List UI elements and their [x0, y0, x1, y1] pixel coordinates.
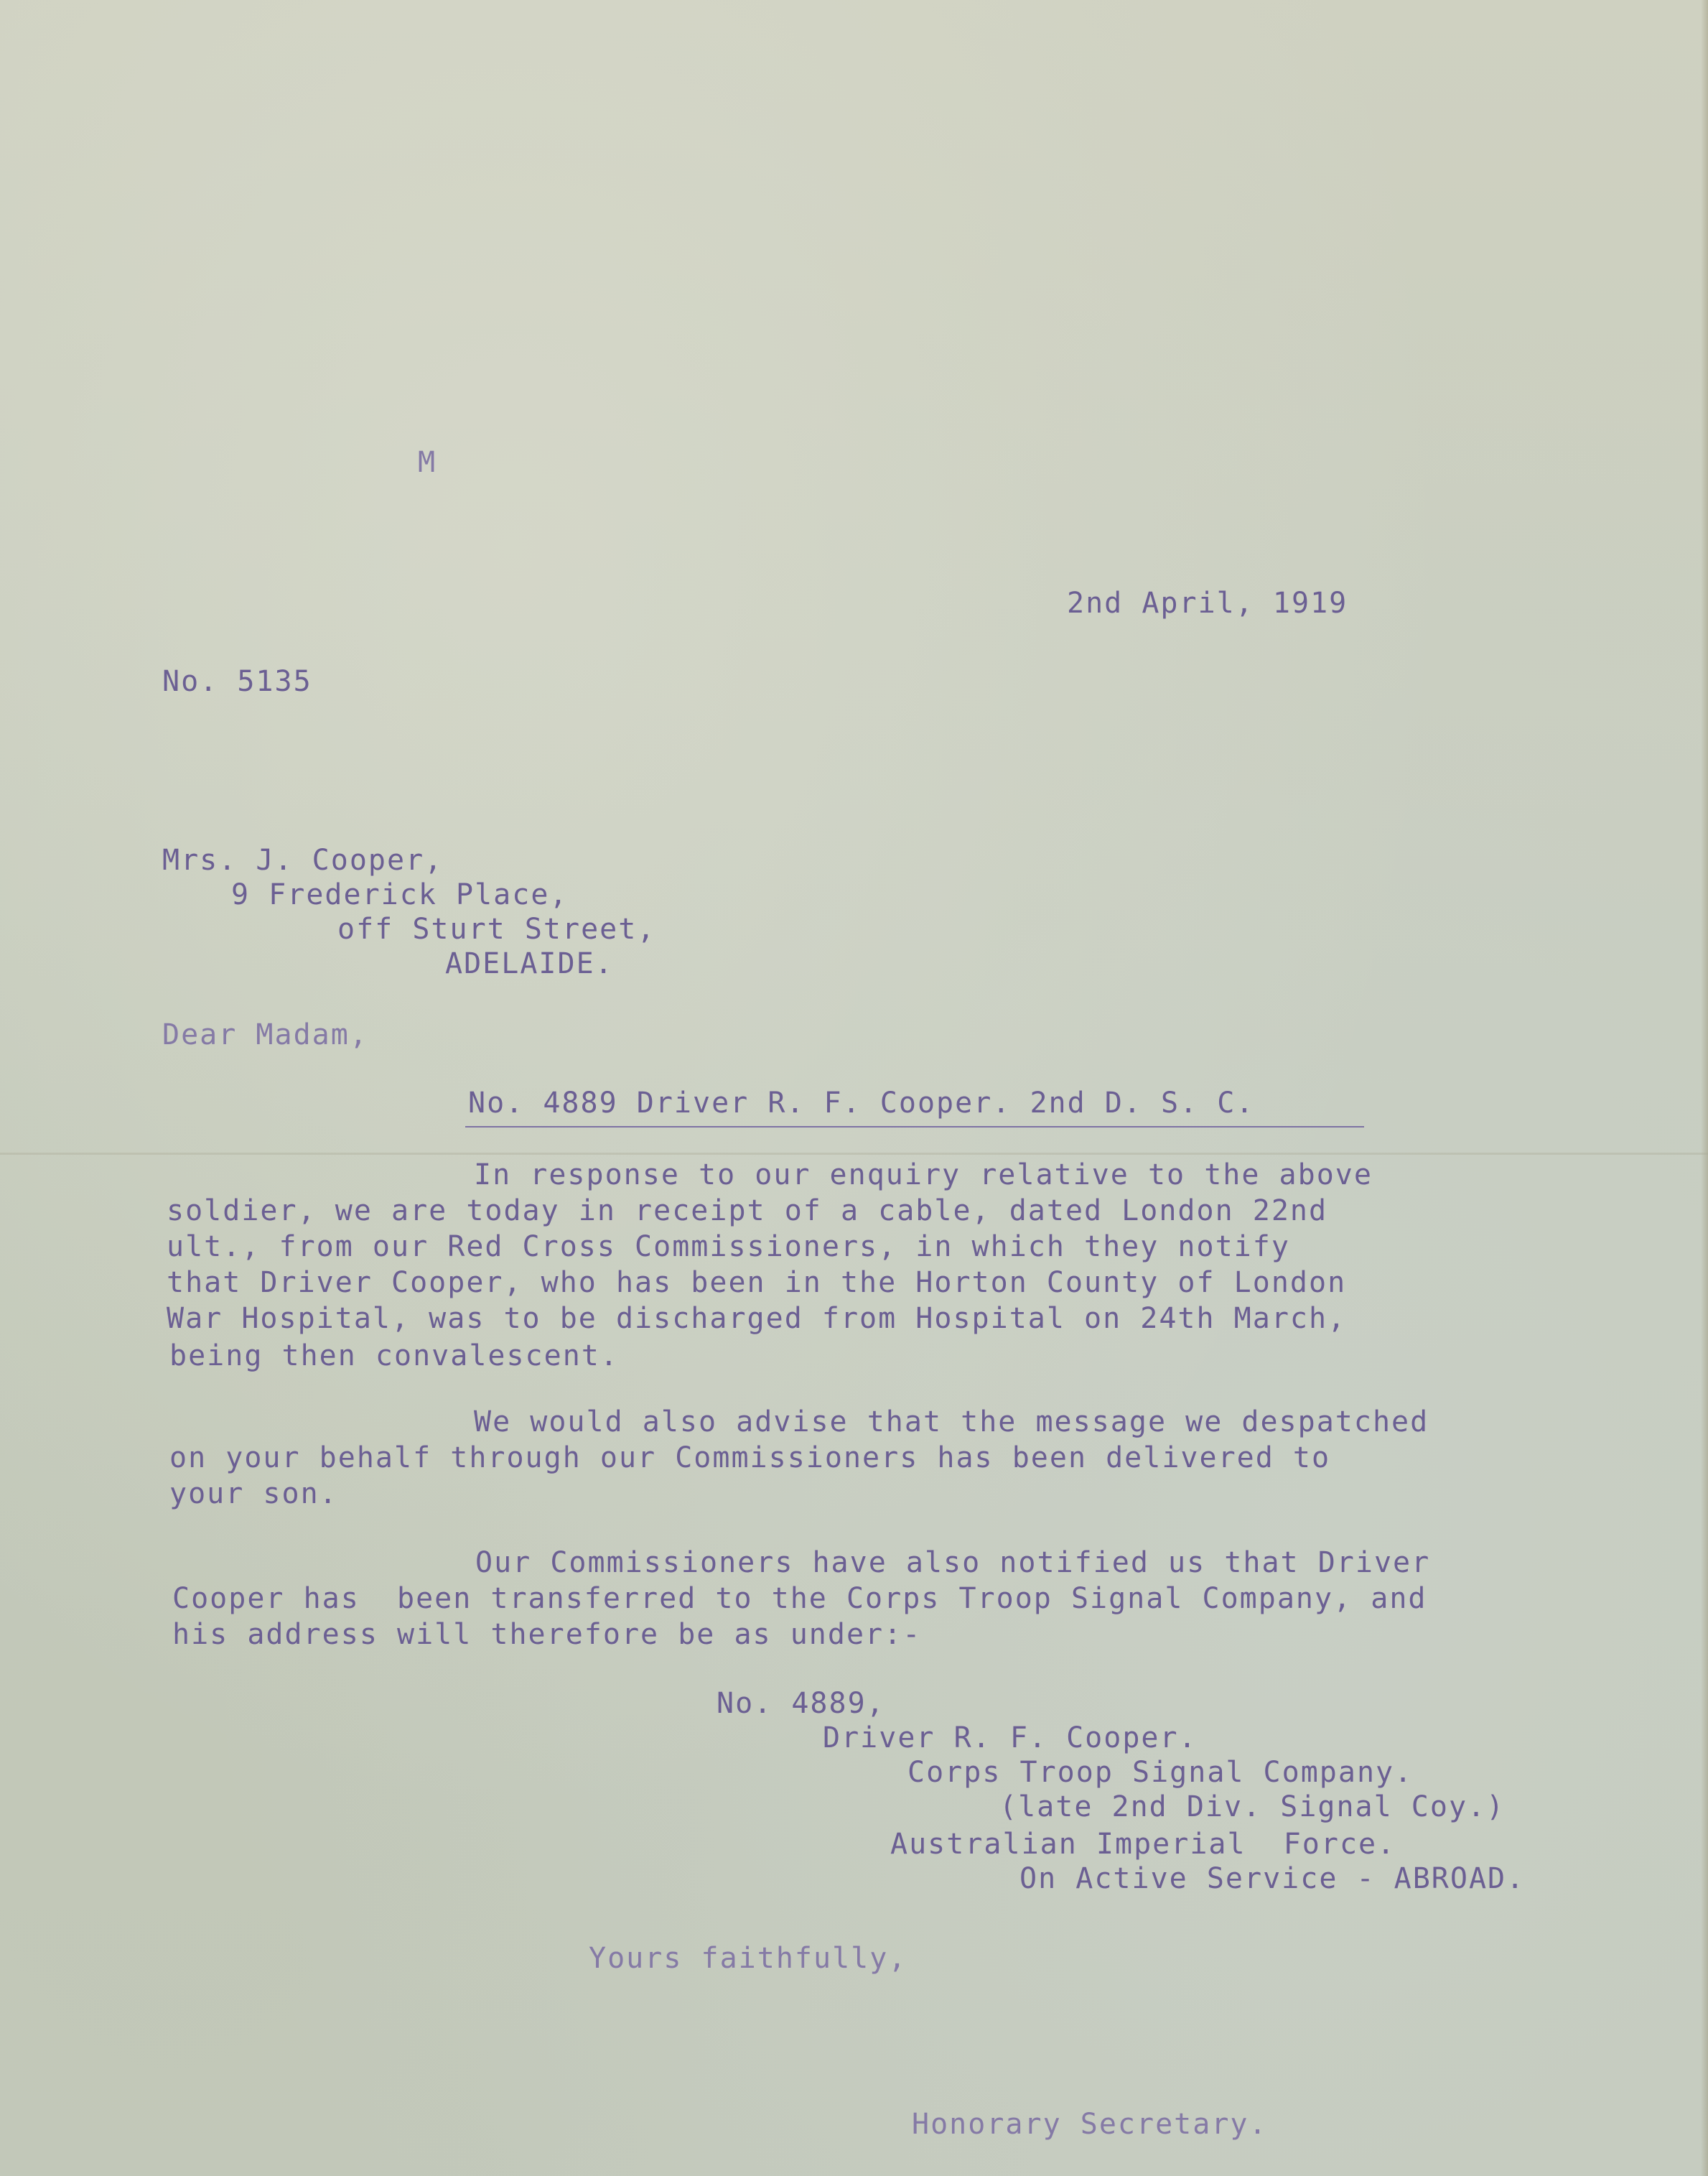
paragraph-3-line: his address will therefore be as under:-: [172, 1618, 922, 1651]
recipient-locality: off Sturt Street,: [337, 913, 656, 946]
subject-underline: [465, 1126, 1364, 1127]
soldier-address-service: On Active Service - ABROAD.: [1019, 1862, 1526, 1895]
salutation: Dear Madam,: [162, 1018, 368, 1051]
paragraph-2-line: We would also advise that the message we despatched: [474, 1405, 1429, 1438]
paragraph-1-line: soldier, we are today in receipt of a cable, dated London 22nd: [167, 1194, 1328, 1227]
recipient-city: ADELAIDE.: [445, 947, 614, 980]
file-mark: M: [418, 446, 437, 479]
recipient-street: 9 Frederick Place,: [231, 878, 569, 911]
paragraph-3-line: Our Commissioners have also notified us that Driver: [475, 1546, 1431, 1579]
soldier-address-unit: Corps Troop Signal Company.: [907, 1756, 1414, 1789]
signatory-title: Honorary Secretary.: [912, 2108, 1268, 2141]
paragraph-1-line: War Hospital, was to be discharged from Hospital on 24th March,: [167, 1302, 1347, 1335]
soldier-address-force: Australian Imperial Force.: [890, 1828, 1396, 1861]
paragraph-1-line: In response to our enquiry relative to the above: [474, 1158, 1373, 1191]
paragraph-1-line: ult., from our Red Cross Commissioners, in which they notify: [167, 1230, 1290, 1263]
paragraph-3-line: Cooper has been transferred to the Corps Troop Signal Company, and: [172, 1582, 1427, 1615]
paper-fold-crease: [0, 1153, 1708, 1155]
subject-line-text: No. 4889 Driver R. F. Cooper. 2nd D. S. C.: [468, 1087, 1255, 1120]
closing: Yours faithfully,: [589, 1942, 907, 1975]
paragraph-1-line: being then convalescent.: [169, 1339, 619, 1372]
paragraph-2-line: on your behalf through our Commissioners has been delivered to: [169, 1441, 1331, 1474]
soldier-address-name: Driver R. F. Cooper.: [823, 1721, 1198, 1754]
paper-edge: [1701, 0, 1708, 2176]
soldier-address-number: No. 4889,: [717, 1687, 885, 1720]
soldier-address-former-unit: (late 2nd Div. Signal Coy.): [999, 1790, 1506, 1823]
letter-date: 2nd April, 1919: [1067, 587, 1348, 620]
reference-number: No. 5135: [162, 665, 312, 698]
paragraph-2-line: your son.: [169, 1477, 338, 1510]
paragraph-1-line: that Driver Cooper, who has been in the Horton County of London: [167, 1266, 1347, 1299]
recipient-name: Mrs. J. Cooper,: [162, 844, 444, 877]
